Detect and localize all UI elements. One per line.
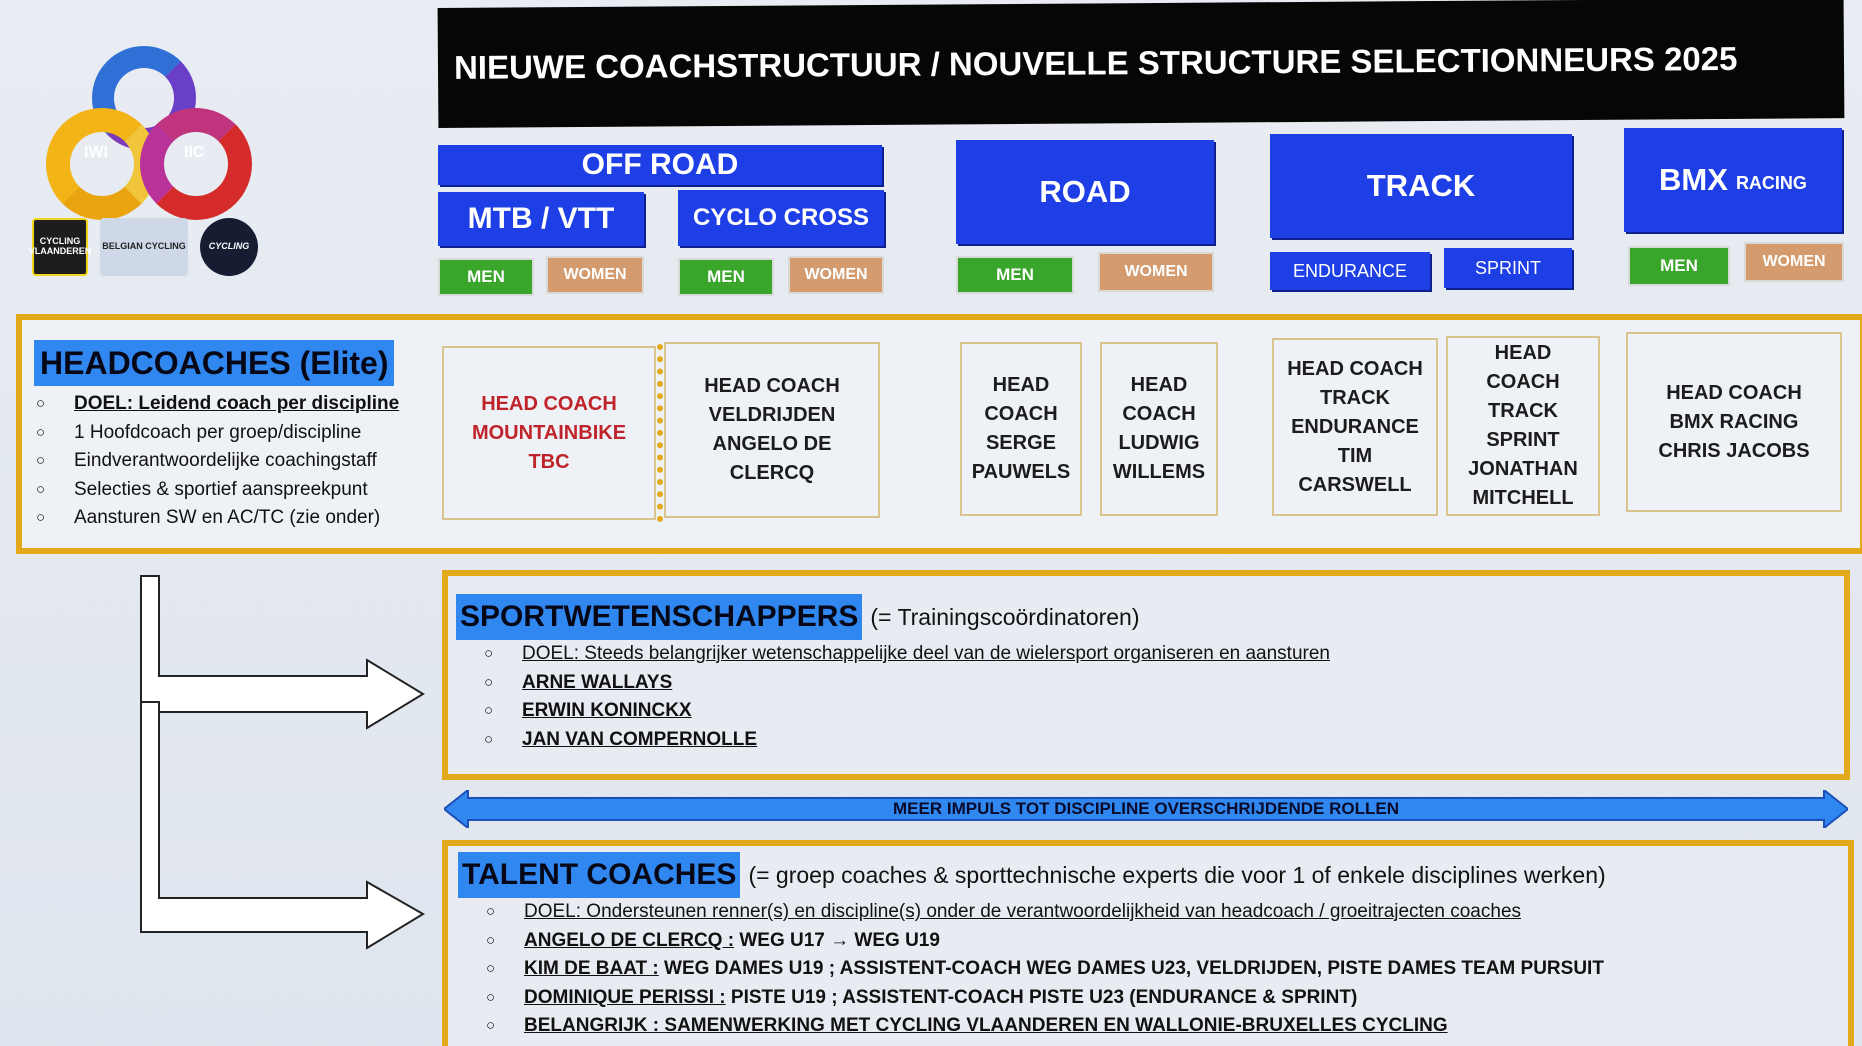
sportwetenschappers-goal: ○ DOEL: Steeds belangrijker wetenschappelijke deel van de wielersport organiseren en aansturen <box>484 640 1330 669</box>
coach-line: MITCHELL <box>1472 487 1574 509</box>
coach-line: SERGE <box>985 432 1056 454</box>
coach-name: ANGELO DE CLERCQ : <box>524 929 735 951</box>
coach-line: COACH <box>1122 403 1196 425</box>
list-item: ○ 1 Hoofdcoach per groep/discipline <box>36 419 426 448</box>
list-item: ○ Selecties & sportief aanspreekpunt <box>36 476 426 505</box>
coach-line: VELDRIJDEN <box>708 404 836 426</box>
page-title: NIEUWE COACHSTRUCTUUR / NOUVELLE STRUCTURE SELECTIONNEURS 2025 <box>438 0 1845 128</box>
flow-arrows <box>135 570 435 950</box>
talent-coaches-subtitle: (= groep coaches & sporttechnische experts die voor 1 of enkele disciplines werken) <box>748 861 1606 888</box>
coach-card-mtb <box>442 346 656 520</box>
talent-coaches-heading <box>458 852 1606 898</box>
logo-iwi-label: IWI <box>84 144 108 161</box>
list-item: ○ Eindverantwoordelijke coachingstaff <box>36 447 426 476</box>
coach-line: ANGELO DE <box>712 433 832 455</box>
coach-line: HEAD <box>1494 342 1552 364</box>
talent-coaches-goal: ○ DOEL: Ondersteunen renner(s) en discipline(s) onder de verantwoordelijkheid van headcoach / groeitrajecten coaches <box>486 898 1604 927</box>
sportwetenschappers-subtitle: (= Trainingscoördinatoren) <box>870 603 1140 630</box>
list-item: ○ ERWIN KONINCKX <box>484 697 1330 726</box>
arrow-to-talent-coaches <box>141 702 423 948</box>
arrow-to-sportwetenschappers <box>141 576 423 728</box>
mtb-women-tag: WOMEN <box>546 256 644 294</box>
coach-line: HEAD COACH <box>1666 381 1802 404</box>
belgian-cycling-logo: BELGIAN CYCLING <box>100 218 188 276</box>
discipline-cyclo-cross: CYCLO CROSS <box>678 190 884 246</box>
coach-line: TRACK <box>1487 400 1558 422</box>
track-endurance-tag: ENDURANCE <box>1270 252 1430 290</box>
road-women-tag: WOMEN <box>1098 252 1214 292</box>
headcoaches-title: HEADCOACHES (Elite) <box>34 340 394 386</box>
logo-iic-label: IIC <box>184 144 205 161</box>
coach-line: LUDWIG <box>1118 432 1200 454</box>
coach-line: BMX RACING <box>1669 410 1799 433</box>
bmx-racing-label: RACING <box>1735 172 1807 193</box>
coach-line: MOUNTAINBIKE <box>471 421 627 444</box>
bmx-label: BMX <box>1659 162 1728 197</box>
list-item: ○ ARNE WALLAYS <box>484 669 1330 698</box>
sportwetenschappers-title: SPORTWETENSCHAPPERS <box>456 594 862 640</box>
track-sprint-tag: SPRINT <box>1444 248 1572 288</box>
coach-card-road-women <box>1100 342 1218 516</box>
coach-line: HEAD COACH <box>704 375 840 397</box>
coach-line: HEAD <box>1130 374 1188 396</box>
wallonie-bruxelles-cycling-logo: CYCLING <box>200 218 258 276</box>
headcoaches-list <box>36 390 426 533</box>
logo-ring-right <box>140 108 252 220</box>
discipline-off-road: OFF ROAD <box>438 145 882 185</box>
coach-assignment: PISTE U19 ; ASSISTENT-COACH PISTE U23 (ENDURANCE & SPRINT) <box>725 986 1358 1008</box>
list-item <box>486 984 1604 1013</box>
coach-line: COACH <box>984 403 1058 425</box>
dotted-divider <box>657 344 663 522</box>
talent-coaches-important: ○ BELANGRIJK : SAMENWERKING MET CYCLING VLAANDEREN EN WALLONIE-BRUXELLES CYCLING <box>486 1012 1604 1041</box>
coach-line: CHRIS JACOBS <box>1658 439 1810 462</box>
impulse-label: MEER IMPULS TOT DISCIPLINE OVERSCHRIJDENDE ROLLEN <box>893 799 1399 818</box>
coach-line: PAUWELS <box>971 461 1071 483</box>
coach-line: TBC <box>528 450 570 473</box>
list-item <box>486 927 1604 956</box>
cyclo-women-tag: WOMEN <box>788 256 884 294</box>
coach-line: TRACK <box>1320 386 1390 409</box>
coach-card-track-endurance <box>1272 338 1438 516</box>
coach-name: KIM DE BAAT : <box>524 958 659 979</box>
coach-line: CLERCQ <box>729 462 815 484</box>
list-item: ○ JAN VAN COMPERNOLLE <box>484 726 1330 755</box>
discipline-track: TRACK <box>1270 134 1572 238</box>
list-item: ○ Aansturen SW en AC/TC (zie onder) <box>36 504 426 533</box>
coach-card-track-sprint <box>1446 336 1600 516</box>
discipline-bmx <box>1624 128 1842 232</box>
coach-card-bmx <box>1626 332 1842 512</box>
cycling-vlaanderen-logo: CYCLING VLAANDEREN <box>32 218 88 276</box>
mtb-men-tag: MEN <box>438 258 534 296</box>
talent-coaches-title: TALENT COACHES <box>458 852 740 898</box>
coach-line: ENDURANCE <box>1291 415 1419 438</box>
impulse-arrow <box>444 790 1848 828</box>
coach-card-cyclo <box>664 342 880 518</box>
coach-name: DOMINIQUE PERISSI : <box>524 986 726 1008</box>
coach-line: JONATHAN <box>1468 458 1578 480</box>
headcoaches-goal: ○ DOEL: Leidend coach per discipline <box>36 390 426 419</box>
bmx-men-tag: MEN <box>1628 246 1730 286</box>
sportwetenschappers-list <box>484 640 1330 754</box>
coach-line: HEAD COACH <box>481 392 617 415</box>
coach-line: COACH <box>1486 371 1560 393</box>
coach-line: HEAD <box>992 374 1050 396</box>
coach-line: WILLEMS <box>1112 461 1206 483</box>
sportwetenschappers-heading <box>456 594 1140 640</box>
iwi-iic-logo <box>40 40 250 220</box>
coach-line: HEAD COACH <box>1287 357 1423 380</box>
discipline-mtb: MTB / VTT <box>438 192 644 246</box>
road-men-tag: MEN <box>956 256 1074 294</box>
coach-line: CARSWELL <box>1298 473 1412 496</box>
coach-assignment: WEG U17 → WEG U19 <box>734 929 940 951</box>
list-item <box>486 955 1604 984</box>
bmx-women-tag: WOMEN <box>1744 242 1844 282</box>
coach-assignment: WEG DAMES U19 ; ASSISTENT-COACH WEG DAMES U23, VELDRIJDEN, PISTE DAMES TEAM PURSUIT <box>658 958 1604 979</box>
coach-line: SPRINT <box>1486 429 1560 451</box>
coach-line: TIM <box>1337 444 1373 467</box>
cyclo-men-tag: MEN <box>678 258 774 296</box>
coach-card-road-men <box>960 342 1082 516</box>
talent-coaches-list <box>486 898 1604 1041</box>
discipline-road: ROAD <box>956 140 1214 244</box>
